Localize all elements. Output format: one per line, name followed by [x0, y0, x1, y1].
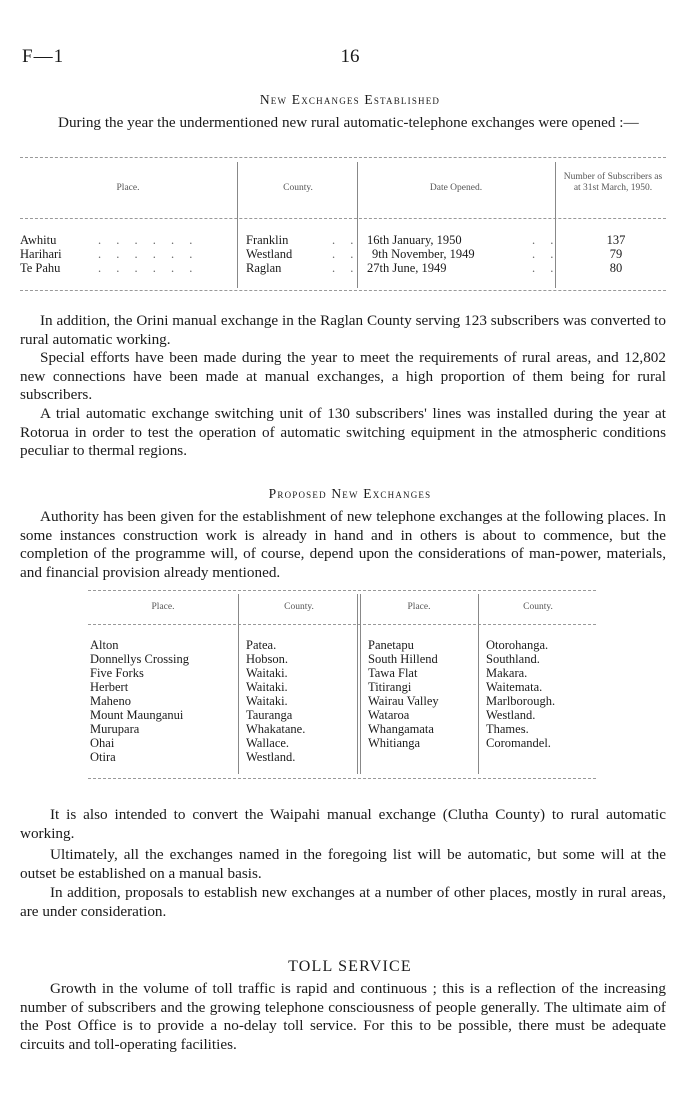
section-heading-new-exchanges: New Exchanges Established [259, 92, 441, 107]
cell-date: 27th June, 1949 [367, 261, 447, 275]
paragraph: In addition, the Orini manual exchange in the Raglan County serving 123 subscribers was converted to rural automatic working. [20, 312, 666, 348]
cell-place: Whangamata [368, 722, 434, 736]
toll-service-paragraph: Growth in the volume of toll traffic is rapid and continuous ; this is a reflection of the increasing number of subscribers and the growing telephone consciousness of people generally. The ultimate aim of the Post Office is to provide a no-delay toll service. For this to be possible, there must be adequate circuits and toll-operating facilities. [20, 980, 666, 1053]
cell-county: Waitaki. [246, 680, 288, 694]
cell-place: Otira [90, 750, 116, 764]
cell-county: Marlborough. [486, 694, 556, 708]
paragraph: Ultimately, all the exchanges named in the foregoing list will be automatic, but some will at the outset be established on a manual basis. [20, 846, 666, 882]
cell-county: Waitaki. [246, 694, 288, 708]
cell-county: Whakatane. [246, 722, 306, 736]
table-rule-bottom [88, 778, 596, 779]
cell-place: Tawa Flat [368, 666, 418, 680]
cell-county: Waitemata. [486, 680, 543, 694]
paragraph: A trial automatic exchange switching unit of 130 subscribers' lines was installed during the year at Rotorua in order to test the operation of automatic switching equipment in the atmospheric conditions peculiar to thermal regions. [20, 405, 666, 459]
cell-place: South Hillend [368, 652, 438, 666]
cell-place: Whitianga [368, 736, 421, 750]
cell-county: Coromandel. [486, 736, 551, 750]
cell-place: Ohai [90, 736, 115, 750]
cell-place: Wairau Valley [368, 694, 439, 708]
cell-place: Te Pahu [20, 261, 61, 275]
page-number: 16 [340, 46, 360, 67]
col-header-subscribers: Number of Subscribers as at 31st March, 1950. [563, 172, 663, 193]
leader-dots: . . [332, 261, 360, 275]
cell-county: Hobson. [246, 652, 289, 666]
cell-county: Westland. [246, 750, 296, 764]
table-rule-top [20, 157, 666, 158]
cell-county: Franklin [246, 233, 289, 247]
cell-place: Titirangi [368, 680, 412, 694]
col-header-county: County. [523, 602, 553, 612]
col-divider [357, 594, 358, 774]
leader-dots: . . [332, 247, 360, 261]
cell-county: Waitaki. [246, 666, 288, 680]
col-header-place: Place. [116, 183, 140, 193]
cell-county: Southland. [486, 652, 540, 666]
table-rule-header [20, 218, 666, 219]
col-header-date: Date Opened. [429, 183, 483, 193]
cell-place: Harihari [20, 247, 62, 261]
cell-place: Herbert [90, 680, 129, 694]
cell-county: Otorohanga. [486, 638, 549, 652]
paragraph: In addition, proposals to establish new exchanges at a number of other places, mostly in rural areas, are under consideration. [20, 884, 666, 920]
leader-dots: . . [532, 247, 560, 261]
col-divider [360, 594, 361, 774]
leader-dots: . . . . . . [98, 247, 199, 261]
section-heading-toll-service: TOLL SERVICE [288, 958, 412, 975]
col-header-place: Place. [407, 602, 431, 612]
cell-county: Patea. [246, 638, 277, 652]
proposed-exchanges-intro: Authority has been given for the establishment of new telephone exchanges at the following places. In some instances construction work is already in hand and in others is about to commence, but the completion of the programme will, of course, depend upon the considerations of man-power, materials, and financial provision already mentioned. [20, 508, 666, 581]
cell-place: Donnellys Crossing [90, 652, 189, 666]
col-divider [478, 594, 479, 774]
leader-dots: . . . . . . [98, 261, 199, 275]
cell-county: Makara. [486, 666, 528, 680]
cell-date: 16th January, 1950 [367, 233, 462, 247]
cell-county: Raglan [246, 261, 282, 275]
table-rule-top [88, 590, 596, 591]
table-rule-bottom [20, 290, 666, 291]
paragraph: Special efforts have been made during the year to meet the requirements of rural areas, and 12,802 new connections have been made at manual exchanges, a high proportion of them being for rural subscribers. [20, 349, 666, 403]
cell-place: Wataroa [368, 708, 410, 722]
leader-dots: . . [332, 233, 360, 247]
cell-place: Alton [90, 638, 119, 652]
cell-subscribers: 79 [609, 247, 623, 261]
leader-dots: . . [532, 261, 560, 275]
cell-place: Mount Maunganui [90, 708, 184, 722]
leader-dots: . . . . . . [98, 233, 199, 247]
col-header-county: County. [283, 183, 313, 193]
section-heading-proposed-exchanges: Proposed New Exchanges [268, 486, 432, 501]
cell-county: Westland [246, 247, 293, 261]
cell-subscribers: 80 [609, 261, 623, 275]
col-divider [237, 162, 238, 288]
cell-county: Wallace. [246, 736, 290, 750]
cell-county: Thames. [486, 722, 529, 736]
cell-subscribers: 137 [606, 233, 626, 247]
col-header-place: Place. [151, 602, 175, 612]
table-rule-header [88, 624, 596, 625]
cell-place: Five Forks [90, 666, 144, 680]
col-divider [238, 594, 239, 774]
cell-county: Westland. [486, 708, 536, 722]
cell-place: Murupara [90, 722, 140, 736]
cell-county: Tauranga [246, 708, 293, 722]
cell-place: Awhitu [20, 233, 57, 247]
leader-dots: . . [532, 233, 560, 247]
paragraph: It is also intended to convert the Waipahi manual exchange (Clutha County) to rural automatic working. [20, 806, 666, 842]
cell-date: 9th November, 1949 [372, 247, 475, 261]
cell-place: Panetapu [368, 638, 414, 652]
col-header-county: County. [284, 602, 314, 612]
new-exchanges-intro: During the year the undermentioned new rural automatic-telephone exchanges were opened :— [58, 114, 639, 131]
page-code: F—1 [22, 46, 65, 67]
cell-place: Maheno [90, 694, 131, 708]
